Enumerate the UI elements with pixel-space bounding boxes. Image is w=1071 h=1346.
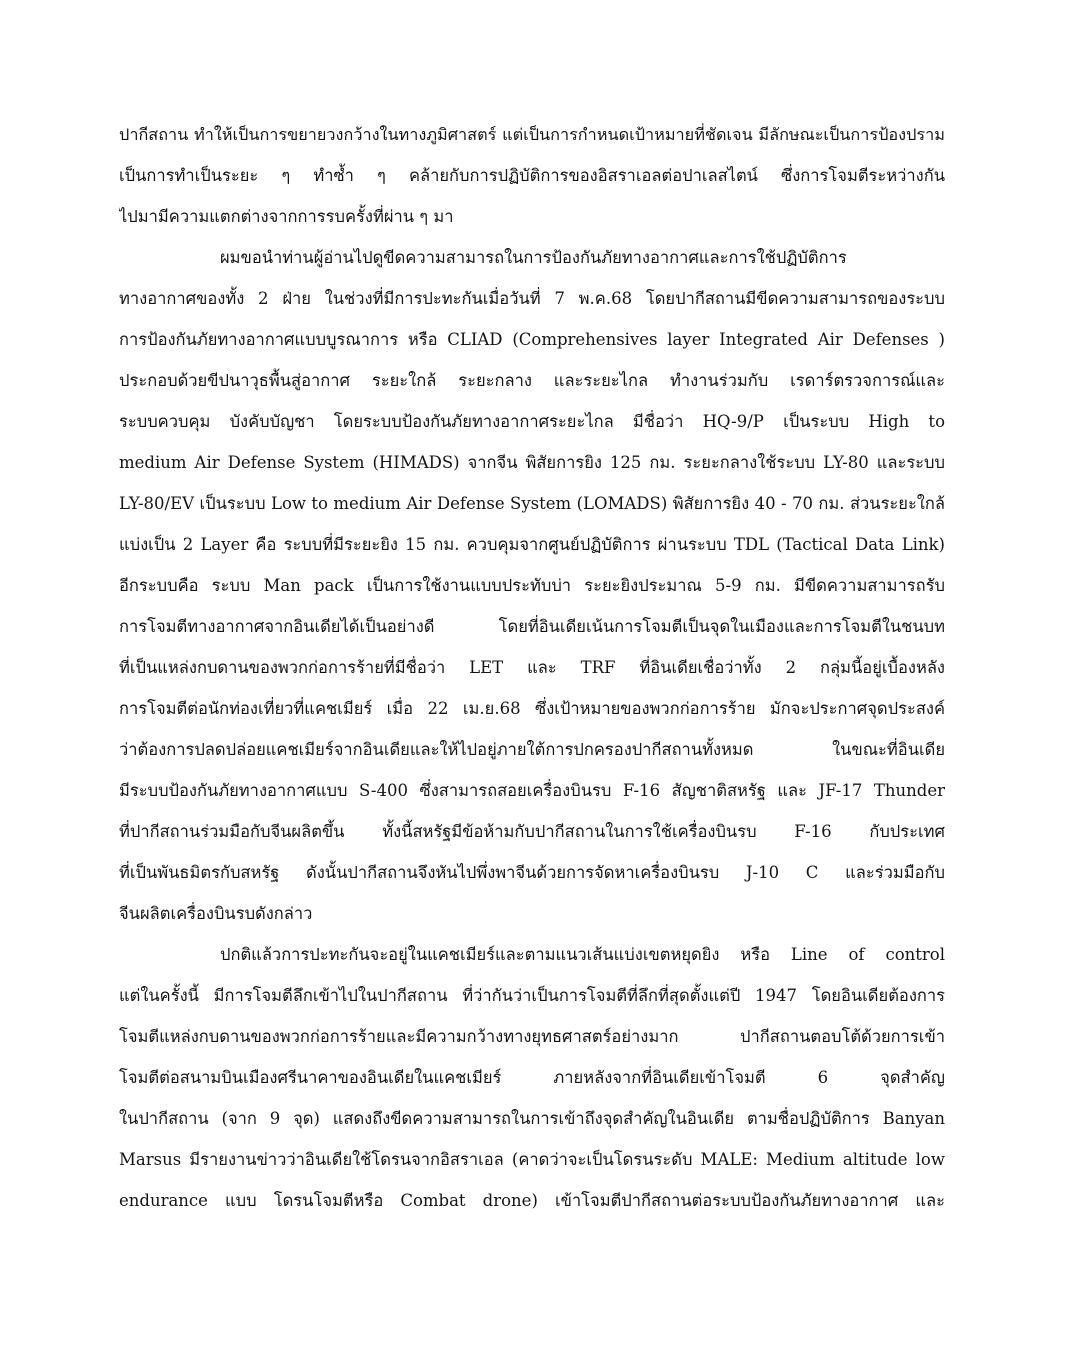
text-line: โจมตีแหล่งกบดานของพวกก่อการร้ายและมีความกว้างทางยุทธศาสตร์อย่างมาก ปากีสถานตอบโต้ด้วยการเข้า <box>119 1027 945 1046</box>
text-line: มีระบบป้องกันภัยทางอากาศแบบ S-400 ซึ่งสามารถสอยเครื่องบินรบ F-16 สัญชาติสหรัฐ และ JF-17 Thunder <box>119 781 945 800</box>
text-line: ว่าต้องการปลดปล่อยแคชเมียร์จากอินเดียและให้ไปอยู่ภายใต้การปกครองปากีสถานทั้งหมด ในขณะที่อินเดีย <box>119 740 945 759</box>
text-line: เป็นการทำเป็นระยะ ๆ ทำซ้ำ ๆ คล้ายกับการปฏิบัติการของอิสราเอลต่อปาเลสไตน์ ซึ่งการโจมตีระหว่างกัน <box>119 166 945 185</box>
text-line: ปกติแล้วการปะทะกันจะอยู่ในแคชเมียร์และตามแนวเส้นแบ่งเขตหยุดยิง หรือ Line of control <box>220 945 945 964</box>
text-line: การป้องกันภัยทางอากาศแบบบูรณาการ หรือ CLIAD (Comprehensives layer Integrated Air Defenses ) <box>119 330 945 349</box>
text-line: โจมตีต่อสนามบินเมืองศรีนาคาของอินเดียในแคชเมียร์ ภายหลังจากที่อินเดียเข้าโจมตี 6 จุดสำคัญ <box>119 1068 945 1087</box>
text-line: ในปากีสถาน (จาก 9 จุด) แสดงถึงขีดความสามารถในการเข้าถึงจุดสำคัญในอินเดีย ตามชื่อปฏิบัติการ Banyan <box>119 1109 945 1128</box>
text-line: อีกระบบคือ ระบบ Man pack เป็นการใช้งานแบบประทับบ่า ระยะยิงประมาณ 5-9 กม. มีขีดความสามารถรับ <box>119 576 945 595</box>
text-line: endurance แบบ โดรนโจมตีหรือ Combat drone) เข้าโจมตีปากีสถานต่อระบบป้องกันภัยทางอากาศ และ <box>119 1191 945 1210</box>
text-line: ประกอบด้วยขีปนาวุธพื้นสู่อากาศ ระยะใกล้ ระยะกลาง และระยะไกล ทำงานร่วมกับ เรดาร์ตรวจการณ์และ <box>119 371 945 390</box>
text-line: ไปมามีความแตกต่างจากการรบครั้งที่ผ่าน ๆ มา <box>119 207 454 226</box>
text-line: การโจมตีทางอากาศจากอินเดียได้เป็นอย่างดี โดยที่อินเดียเน้นการโจมตีเป็นจุดในเมืองและการโจมตีในชนบท <box>119 617 945 636</box>
text-line: medium Air Defense System (HIMADS) จากจีน พิสัยการยิง 125 กม. ระยะกลางใช้ระบบ LY-80 และระบบ <box>119 453 945 472</box>
text-line: แบ่งเป็น 2 Layer คือ ระบบที่มีระยะยิง 15 กม. ควบคุมจากศูนย์ปฏิบัติการ ผ่านระบบ TDL (Tactical Data Link) <box>119 535 945 554</box>
text-line: Marsus มีรายงานข่าวว่าอินเดียใช้โดรนจากอิสราเอล (คาดว่าจะเป็นโดรนระดับ MALE: Medium altitude low <box>119 1150 945 1169</box>
text-line: จีนผลิตเครื่องบินรบดังกล่าว <box>119 904 313 923</box>
text-line: ผมขอนำท่านผู้อ่านไปดูขีดความสามารถในการป้องกันภัยทางอากาศและการใช้ปฏิบัติการ <box>220 248 847 267</box>
paragraph-2 <box>119 237 945 934</box>
text-line: แต่ในครั้งนี้ มีการโจมตีลึกเข้าไปในปากีสถาน ที่ว่ากันว่าเป็นการโจมตีที่ลึกที่สุดตั้งแต่ปี 1947 โดยอินเดียต้องการ <box>119 986 945 1005</box>
text-line: ปากีสถาน ทำให้เป็นการขยายวงกว้างในทางภูมิศาสตร์ แต่เป็นการกำหนดเป้าหมายที่ชัดเจน มีลักษณะเป็นการป้องปราม <box>119 125 945 144</box>
text-line: การโจมตีต่อนักท่องเที่ยวที่แคชเมียร์ เมื่อ 22 เม.ย.68 ซึ่งเป้าหมายของพวกก่อการร้าย มักจะประกาศจุดประสงค์ <box>119 699 945 718</box>
text-line: ที่ปากีสถานร่วมมือกับจีนผลิตขึ้น ทั้งนี้สหรัฐมีข้อห้ามกับปากีสถานในการใช้เครื่องบินรบ F-16 กับประเทศ <box>119 822 945 841</box>
paragraph-1 <box>119 114 945 237</box>
text-line: ทางอากาศของทั้ง 2 ฝ่าย ในช่วงที่มีการปะทะกันเมื่อวันที่ 7 พ.ค.68 โดยปากีสถานมีขีดความสามารถของระบบ <box>119 289 945 308</box>
text-line: ระบบควบคุม บังคับบัญชา โดยระบบป้องกันภัยทางอากาศระยะไกล มีชื่อว่า HQ-9/P เป็นระบบ High to <box>119 412 945 431</box>
body-text <box>119 114 945 1221</box>
paragraph-3 <box>119 934 945 1221</box>
text-line: LY-80/EV เป็นระบบ Low to medium Air Defense System (LOMADS) พิสัยการยิง 40 - 70 กม. ส่วนระยะใกล้ <box>119 494 945 513</box>
text-line: ที่เป็นพันธมิตรกับสหรัฐ ดังนั้นปากีสถานจึงหันไปพึ่งพาจีนด้วยการจัดหาเครื่องบินรบ J-10 C และร่วมมือกับ <box>119 863 945 882</box>
text-line: ที่เป็นแหล่งกบดานของพวกก่อการร้ายที่มีชื่อว่า LET และ TRF ที่อินเดียเชื่อว่าทั้ง 2 กลุ่มนี้อยู่เบื้องหลัง <box>119 658 945 677</box>
